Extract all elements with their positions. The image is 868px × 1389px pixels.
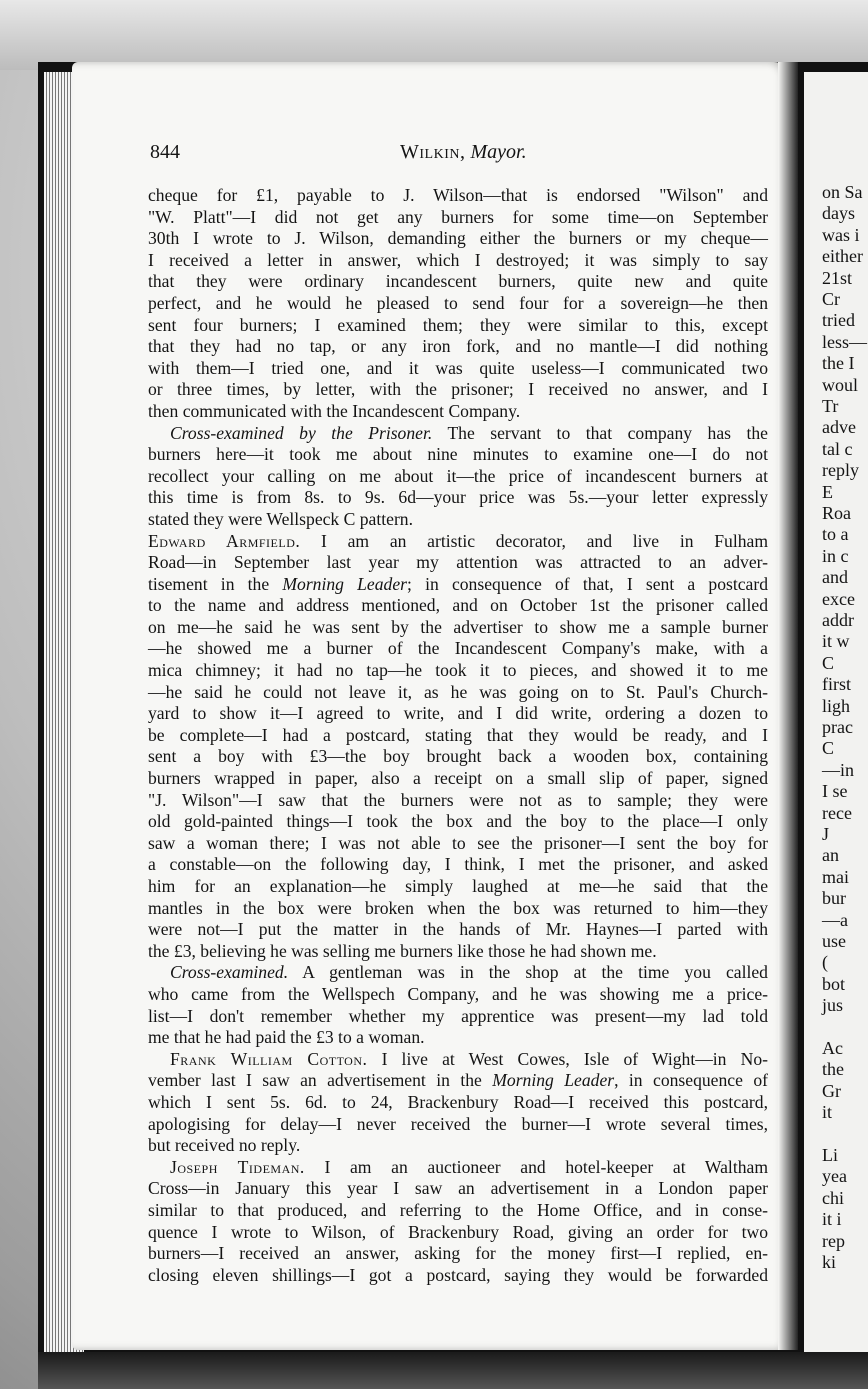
text-line: a constable—on the following day, I think, I met the prisoner, and asked (148, 854, 768, 875)
next-page-text-fragment: bot (822, 973, 846, 994)
next-page-text-fragment: to a (822, 524, 849, 545)
cross-examination-label: Cross-examined by the Prisoner. (170, 422, 433, 443)
next-page-text-fragment: prac (822, 717, 853, 737)
next-page-text-fragment: —a (822, 909, 848, 930)
text-line: mantles in the box were broken when the box was returned to him—they (148, 897, 768, 918)
text-line: the £3, believing he was selling me burners like those he had shown me. (148, 940, 657, 961)
next-page-text-fragment: less— (822, 331, 867, 352)
newspaper-title: Morning Leader (492, 1070, 615, 1091)
text-line: perfect, and he would he pleased to send four for a sovereign—he then (148, 292, 768, 313)
text-line: then communicated with the Incandescent Company. (148, 400, 521, 421)
running-head (400, 141, 527, 164)
next-page-text-fragment: woul (822, 374, 858, 395)
text-line: were not—I put the matter in the hands of Mr. Haynes—I parted with (148, 919, 768, 940)
next-page-text-fragment: chi (822, 1187, 844, 1208)
next-page-text-fragment: first (822, 674, 851, 695)
text-line: quence I wrote to Wilson, of Brackenbury Road, giving an order for two (148, 1221, 768, 1242)
next-page-text-fragment: tal c (822, 438, 853, 459)
body-text (148, 185, 768, 1286)
next-page-text-fragment: ligh (822, 695, 851, 716)
next-page-text-fragment: the (822, 1059, 844, 1080)
next-page-text-fragment: it (822, 1102, 833, 1123)
next-page-text-fragment: I se (822, 781, 848, 802)
bottom-shadow (38, 1352, 868, 1389)
next-page-text-fragment: Gr (822, 1080, 841, 1101)
text-line: —he showed me a burner of the Incandescent Company's make, with a (148, 638, 768, 659)
text-line: that they were ordinary incandescent burners, quite new and quite (148, 271, 768, 292)
next-page-text-fragment: ki (822, 1252, 837, 1272)
next-page-text-fragment: either (822, 246, 863, 267)
text-line: old gold-painted things—I took the box and the boy to the place—I only (148, 811, 768, 832)
text-line: saw a woman there; I was not able to see the prisoner—I sent the boy for (148, 832, 768, 853)
next-page-text-fragment: —in (822, 759, 855, 780)
next-page-text-fragment: reply (822, 460, 859, 481)
text-line: mica chimney; it had no tap—he took it to pieces, and showed it to me (148, 660, 768, 681)
next-page-text-fragment: ( (822, 952, 828, 973)
next-page-text-fragment: 21st (822, 267, 853, 288)
next-page-text-fragment: rece (822, 802, 852, 823)
next-page-text-fragment: addr (822, 610, 854, 630)
text-line: to the name and address mentioned, and on October 1st the prisoner called (148, 595, 768, 616)
text-line: stated they were Wellspeck C pattern. (148, 508, 414, 529)
text-line: burners—I received an answer, asking for the money first—I replied, en- (148, 1243, 768, 1264)
text-line: which I sent 5s. 6d. to 24, Brackenbury Road—I received this postcard, (148, 1091, 768, 1112)
text-line: —he said he could not leave it, as he was going on to St. Paul's Church- (148, 681, 768, 702)
text-line: Cross—in January this year I saw an advertisement in a London paper (148, 1178, 768, 1199)
text-line: "W. Platt"—I did not get any burners for some time—on September (148, 206, 768, 227)
next-page-text-fragment: J (822, 824, 830, 844)
next-page-text-fragment: the I (822, 353, 855, 374)
witness-name: Edward Armfield. (148, 530, 301, 551)
next-page-text-fragment: rep (822, 1230, 845, 1251)
next-page-text-fragment: was i (822, 224, 860, 245)
witness-line (148, 1157, 768, 1179)
text-line: closing eleven shillings—I got a postcard, saying they would be forwarded (148, 1264, 768, 1285)
text-line: be complete—I had a postcard, stating that they would be ready, and I (148, 724, 768, 745)
next-page-text-fragment: in c (822, 545, 849, 566)
next-page-text-fragment: C (822, 738, 835, 759)
text-line: who came from the Wellspech Company, and he was showing me a price- (148, 983, 768, 1004)
text-line: sent four burners; I examined them; they were similar to this, except (148, 314, 768, 335)
next-page-text-fragment: exce (822, 588, 855, 609)
next-page-text-fragment: bur (822, 888, 846, 909)
book-gutter (778, 62, 798, 1350)
next-page-text-fragment: days (822, 203, 855, 224)
text-line: burners here—it took me about nine minutes to examine one—I do not (148, 444, 768, 465)
text-line: similar to that produced, and referring to the Home Office, and in conse- (148, 1199, 768, 1220)
text-line: sent a boy with £3—the boy brought back a wooden box, containing (148, 746, 768, 767)
text-run: vember last I saw an advertisement in the (148, 1070, 482, 1091)
next-page-text-fragment: Roa (822, 503, 851, 523)
text-line: cheque for £1, payable to J. Wilson—that is endorsed "Wilson" and (148, 185, 768, 205)
text-run: tisement in the (148, 573, 270, 594)
text-run: I live at West Cowes, Isle of Wight—in No- (381, 1048, 768, 1069)
text-line: 30th I wrote to J. Wilson, demanding either the burners or my cheque— (148, 228, 768, 249)
witness-line (148, 531, 768, 553)
text-line: Road—in September last year my attention was attracted to an adver- (148, 552, 768, 573)
text-line: "J. Wilson"—I saw that the burners were not as to sample; they were (148, 789, 768, 810)
text-line (148, 1070, 768, 1092)
newspaper-title: Morning Leader (282, 573, 407, 594)
text-line: with them—I tried one, and it was quite useless—I communicated two (148, 357, 768, 378)
next-page-text-fragment: mai (822, 866, 849, 887)
next-page-text-fragment: Cr (822, 289, 840, 309)
text-run: I am an auctioneer and hotel-keeper at Waltham (324, 1156, 769, 1177)
cross-examination-line (148, 423, 768, 445)
running-head-title: Mayor. (470, 141, 527, 163)
text-run: , in consequence of (614, 1070, 768, 1091)
witness-name: Joseph Tideman. (170, 1156, 305, 1177)
text-line: burners wrapped in paper, also a receipt on a small slip of paper, signed (148, 768, 768, 789)
next-page-text-fragment: C (822, 652, 835, 673)
next-page-text-fragment: use (822, 931, 846, 951)
next-page-text-fragment: yea (822, 1166, 847, 1187)
text-run: ; in consequence of that, I sent a postcard (407, 573, 769, 594)
page-header (150, 141, 772, 169)
text-line: apologising for delay—I never received the burner—I wrote several times, (148, 1113, 768, 1134)
text-line: or three times, by letter, with the prisoner; I received no answer, and I (148, 379, 768, 400)
text-line: him for an explanation—he simply laughed at me—he said that the (148, 876, 768, 896)
text-line: this time is from 8s. to 9s. 6d—your price was 5s.—your letter expressly (148, 487, 768, 508)
witness-name: Frank William Cotton. (170, 1048, 368, 1069)
next-page-text-fragment: adve (822, 417, 856, 438)
next-page-text-fragment: Tr (822, 396, 839, 416)
top-margin-noise (0, 0, 868, 70)
text-line: that they had no tap, or any iron fork, and no mantle—I did nothing (148, 336, 768, 357)
next-page-text-fragment: and (822, 567, 848, 588)
next-page-text-fragment: it w (822, 631, 850, 652)
text-line: on me—he said he was sent by the advertiser to show me a sample burner (148, 616, 768, 637)
next-page-text-fragment: E (822, 481, 833, 502)
next-page-text-fragment: Ac (822, 1038, 843, 1058)
text-run: I am an artistic decorator, and live in Fulham (321, 530, 768, 551)
running-head-name: Wilkin, (400, 141, 466, 163)
next-page-text-fragment: tried (822, 310, 855, 331)
next-page-fragment (804, 72, 868, 1352)
cross-examination-line (148, 962, 768, 984)
cross-examination-label: Cross-examined. (170, 962, 289, 983)
text-line: yard to show it—I agreed to write, and I did write, ordering a dozen to (148, 703, 768, 724)
next-page-text-fragment: an (822, 845, 839, 866)
text-line: recollect your calling on me about it—the price of incandescent burners at (148, 465, 768, 486)
next-page-text-fragment: on Sa (822, 182, 863, 202)
text-line (148, 574, 768, 596)
text-run: The servant to that company has the (447, 422, 768, 443)
page-number: 844 (150, 141, 180, 163)
next-page-text-fragment: Li (822, 1145, 838, 1165)
next-page-text-fragment: it i (822, 1209, 842, 1230)
text-run: A gentleman was in the shop at the time you called (302, 962, 768, 983)
text-line: I received a letter in answer, which I destroyed; it was simply to say (148, 249, 768, 270)
next-page-text-fragment: jus (822, 995, 844, 1016)
text-line: me that he had paid the £3 to a woman. (148, 1027, 425, 1048)
text-line: but received no reply. (148, 1135, 301, 1156)
text-line: list—I don't remember whether my apprentice was present—my lad told (148, 1005, 768, 1026)
witness-line (148, 1049, 768, 1071)
